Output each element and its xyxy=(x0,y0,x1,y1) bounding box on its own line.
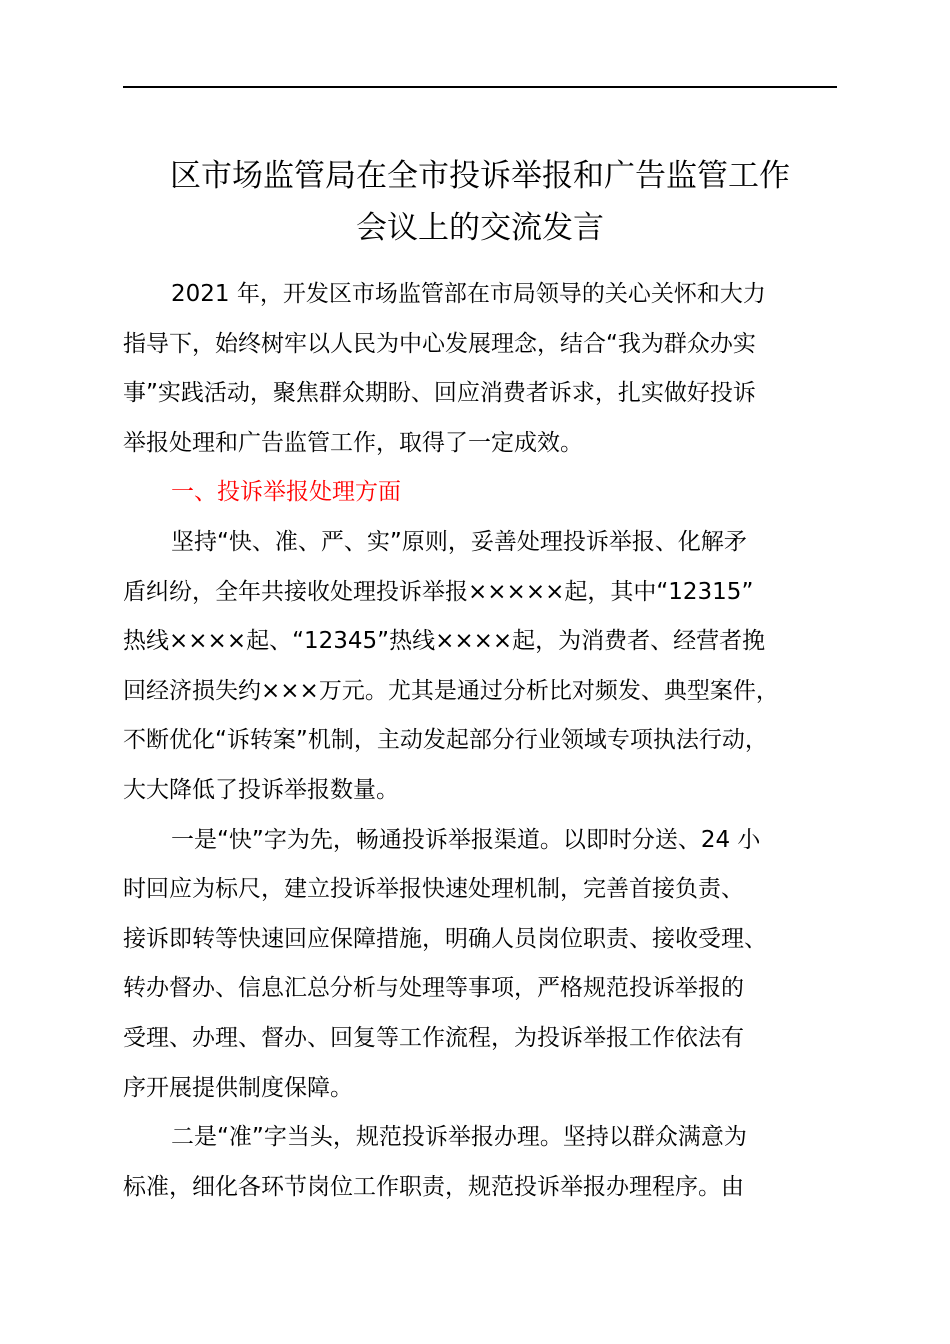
text-line: 接诉即转等快速回应保障措施，明确人员岗位职责、接收受理、 xyxy=(123,925,767,952)
text-line: 二是“准”字当头，规范投诉举报办理。坚持以群众满意为 xyxy=(171,1124,747,1151)
text-line: 坚持“快、准、严、实”原则，妥善处理投诉举报、化解矛 xyxy=(171,528,747,555)
document-title xyxy=(123,150,837,254)
text-line: 事”实践活动，聚焦群众期盼、回应消费者诉求，扎实做好投诉 xyxy=(123,380,756,407)
point-one-paragraph xyxy=(123,816,863,1114)
section-heading xyxy=(123,468,863,518)
document-body xyxy=(123,270,863,1212)
section-paragraph xyxy=(123,518,863,816)
section-heading-text: 一、投诉举报处理方面 xyxy=(171,479,401,506)
text-line: 序开展提供制度保障。 xyxy=(123,1074,353,1101)
title-line-2: 会议上的交流发言 xyxy=(356,210,604,246)
text-line: 不断优化“诉转案”机制，主动发起部分行业领域专项执法行动， xyxy=(123,727,768,754)
text-line: 大大降低了投诉举报数量。 xyxy=(123,776,399,803)
point-two-paragraph xyxy=(123,1113,863,1212)
text-line: 一是“快”字为先，畅通投诉举报渠道。以即时分送、24 小 xyxy=(171,826,761,853)
intro-paragraph xyxy=(123,270,863,468)
text-line: 盾纠纷，全年共接收处理投诉举报×××××起，其中“12315” xyxy=(123,578,754,605)
text-line: 受理、办理、督办、回复等工作流程，为投诉举报工作依法有 xyxy=(123,1024,744,1051)
text-line: 标准，细化各环节岗位工作职责，规范投诉举报办理程序。由 xyxy=(123,1173,744,1200)
text-line: 2021 年，开发区市场监管部在市局领导的关心关怀和大力 xyxy=(171,281,766,307)
text-line: 回经济损失约×××万元。尤其是通过分析比对频发、典型案件， xyxy=(123,677,779,704)
text-line: 热线××××起、“12345”热线××××起，为消费者、经营者挽 xyxy=(123,628,766,655)
header-rule xyxy=(123,86,837,88)
text-line: 指导下，始终树牢以人民为中心发展理念，结合“我为群众办实 xyxy=(123,330,756,357)
title-line-1: 区市场监管局在全市投诉举报和广告监管工作 xyxy=(170,158,790,194)
text-line: 时回应为标尺，建立投诉举报快速处理机制，完善首接负责、 xyxy=(123,876,744,903)
text-line: 举报处理和广告监管工作，取得了一定成效。 xyxy=(123,429,583,456)
text-line: 转办督办、信息汇总分析与处理等事项，严格规范投诉举报的 xyxy=(123,975,744,1002)
